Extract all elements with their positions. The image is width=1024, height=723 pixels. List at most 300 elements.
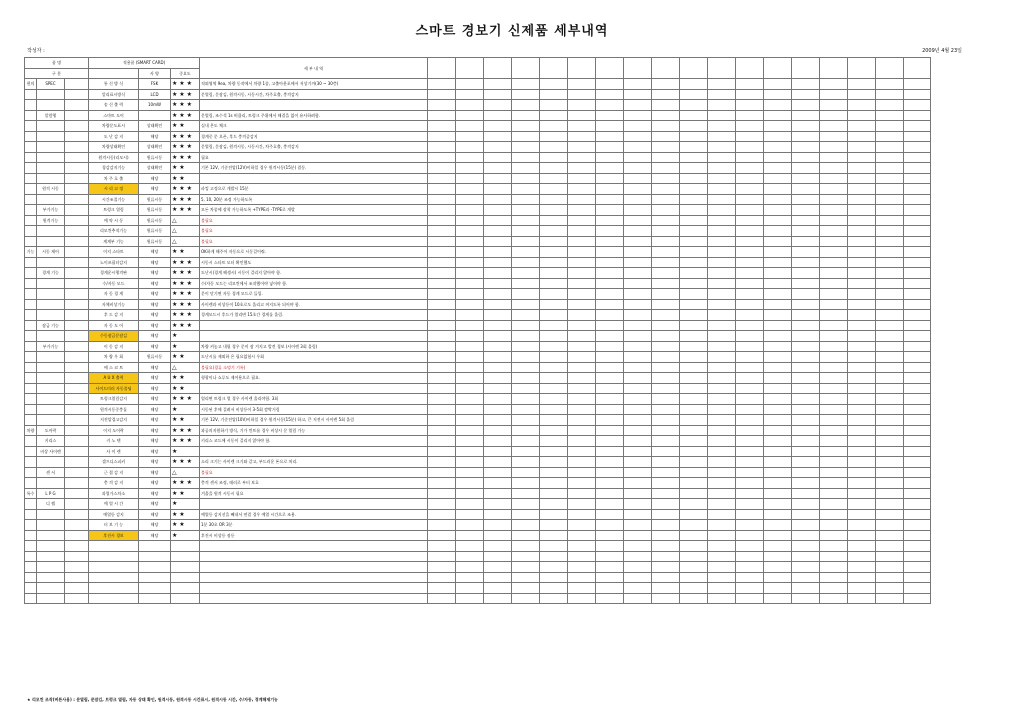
cell-stars: ★ ★ ★ bbox=[171, 205, 200, 216]
grid-cell bbox=[904, 184, 931, 195]
cell-desc bbox=[200, 173, 428, 184]
grid-cell bbox=[848, 457, 876, 468]
cell-name: 예 약 시 동 bbox=[89, 215, 139, 226]
grid-cell bbox=[596, 362, 624, 373]
cell-g2 bbox=[37, 89, 65, 100]
grid-cell bbox=[512, 383, 540, 394]
grid-cell bbox=[736, 121, 764, 132]
table-row bbox=[25, 215, 931, 226]
grid-cell bbox=[680, 583, 708, 594]
cell-g2 bbox=[37, 163, 65, 174]
cell-spec: 해당 bbox=[139, 415, 171, 426]
grid-cell bbox=[596, 415, 624, 426]
cell-spec: 원류시동 bbox=[139, 352, 171, 363]
grid-cell bbox=[428, 205, 456, 216]
cell-g2 bbox=[37, 310, 65, 321]
grid-cell bbox=[139, 551, 171, 562]
grid-cell bbox=[708, 131, 736, 142]
cell-g1 bbox=[25, 331, 37, 342]
grid-cell bbox=[624, 268, 652, 279]
grid-cell bbox=[792, 299, 820, 310]
grid-cell bbox=[904, 373, 931, 384]
grid-cell bbox=[652, 572, 680, 583]
grid-cell bbox=[876, 194, 904, 205]
cell-empty bbox=[65, 362, 89, 373]
cell-stars: ★ bbox=[171, 446, 200, 457]
grid-cell bbox=[484, 331, 512, 342]
grid-cell bbox=[428, 89, 456, 100]
grid-cell bbox=[568, 520, 596, 531]
grid-cell bbox=[624, 184, 652, 195]
cell-g1: 편의 bbox=[25, 79, 37, 90]
grid-cell bbox=[540, 278, 568, 289]
cell-stars: ★ ★ bbox=[171, 247, 200, 258]
grid-cell bbox=[820, 236, 848, 247]
cell-g2: 시동 제어 bbox=[37, 247, 65, 258]
grid-cell bbox=[848, 289, 876, 300]
grid-cell bbox=[456, 268, 484, 279]
grid-cell bbox=[764, 100, 792, 111]
grid-cell bbox=[876, 467, 904, 478]
cell-desc: 충격 센서 조정, 테러로 부터 보호 bbox=[200, 478, 428, 489]
grid-cell bbox=[792, 488, 820, 499]
grid-cell bbox=[820, 551, 848, 562]
grid-cell bbox=[764, 341, 792, 352]
grid-cell bbox=[904, 247, 931, 258]
grid-cell bbox=[652, 373, 680, 384]
grid-cell bbox=[708, 415, 736, 426]
grid-cell bbox=[820, 278, 848, 289]
grid-cell bbox=[37, 541, 65, 552]
grid-cell bbox=[904, 572, 931, 583]
grid-cell bbox=[792, 89, 820, 100]
cell-empty bbox=[65, 79, 89, 90]
grid-cell bbox=[512, 446, 540, 457]
cell-spec: 원류시동 bbox=[139, 152, 171, 163]
grid-cell bbox=[680, 572, 708, 583]
grid-cell bbox=[456, 499, 484, 510]
grid-cell bbox=[456, 289, 484, 300]
grid-cell bbox=[624, 520, 652, 531]
cell-stars: ★ ★ ★ bbox=[171, 194, 200, 205]
grid-cell bbox=[680, 163, 708, 174]
grid-cell bbox=[904, 215, 931, 226]
cell-g2 bbox=[37, 173, 65, 184]
cell-desc: 시동시 스타트 모터 확인했도 bbox=[200, 257, 428, 268]
grid-cell bbox=[736, 110, 764, 121]
cell-empty bbox=[65, 121, 89, 132]
header-details: 세 부 내 역 bbox=[200, 58, 428, 79]
grid-cell bbox=[456, 509, 484, 520]
grid-cell bbox=[484, 446, 512, 457]
grid-cell bbox=[792, 110, 820, 121]
grid-cell bbox=[876, 394, 904, 405]
grid-cell bbox=[456, 278, 484, 289]
grid-cell bbox=[736, 509, 764, 520]
cell-empty bbox=[65, 320, 89, 331]
grid-cell bbox=[428, 509, 456, 520]
grid-cell bbox=[764, 257, 792, 268]
grid-cell bbox=[596, 331, 624, 342]
grid-cell bbox=[568, 551, 596, 562]
grid-cell bbox=[171, 541, 200, 552]
grid-cell bbox=[540, 352, 568, 363]
grid-cell bbox=[540, 184, 568, 195]
grid-cell bbox=[428, 478, 456, 489]
grid-cell bbox=[680, 520, 708, 531]
grid-cell bbox=[820, 215, 848, 226]
cell-spec: FSK bbox=[139, 79, 171, 90]
cell-spec: 해당 bbox=[139, 478, 171, 489]
cell-stars: ★ ★ ★ bbox=[171, 310, 200, 321]
grid-cell bbox=[456, 352, 484, 363]
cell-desc: 수/자동 모드는 리모컨에서 조작했어야 넣어야 함. bbox=[200, 278, 428, 289]
grid-cell bbox=[680, 551, 708, 562]
grid-cell bbox=[456, 373, 484, 384]
grid-cell bbox=[792, 467, 820, 478]
grid-cell bbox=[708, 184, 736, 195]
grid-cell bbox=[736, 593, 764, 604]
grid-cell bbox=[904, 79, 931, 90]
grid-cell bbox=[456, 226, 484, 237]
grid-cell bbox=[512, 331, 540, 342]
grid-cell bbox=[428, 173, 456, 184]
grid-cell bbox=[792, 184, 820, 195]
grid-cell bbox=[792, 530, 820, 541]
grid-cell bbox=[904, 341, 931, 352]
grid-cell bbox=[512, 425, 540, 436]
grid-cell bbox=[200, 593, 428, 604]
grid-cell bbox=[596, 163, 624, 174]
cell-spec: 해당 bbox=[139, 173, 171, 184]
cell-spec: 해당 bbox=[139, 310, 171, 321]
table-row bbox=[25, 289, 931, 300]
grid-cell bbox=[596, 257, 624, 268]
grid-cell bbox=[456, 205, 484, 216]
grid-cell bbox=[428, 593, 456, 604]
grid-cell bbox=[596, 341, 624, 352]
grid-cell bbox=[484, 572, 512, 583]
grid-cell bbox=[708, 383, 736, 394]
grid-cell bbox=[596, 226, 624, 237]
grid-cell bbox=[736, 268, 764, 279]
cell-g2 bbox=[37, 404, 65, 415]
grid-cell bbox=[848, 593, 876, 604]
grid-cell bbox=[736, 583, 764, 594]
grid-cell bbox=[680, 236, 708, 247]
cell-spec: 해당 bbox=[139, 331, 171, 342]
grid-cell bbox=[484, 152, 512, 163]
grid-cell bbox=[876, 457, 904, 468]
cell-desc: 불필요 bbox=[200, 467, 428, 478]
grid-cell bbox=[792, 268, 820, 279]
cell-empty bbox=[65, 446, 89, 457]
cell-name: 시간조절기능 bbox=[89, 194, 139, 205]
cell-g1 bbox=[25, 278, 37, 289]
grid-cell bbox=[904, 362, 931, 373]
grid-cell bbox=[484, 478, 512, 489]
grid-cell bbox=[736, 562, 764, 573]
cell-g1 bbox=[25, 299, 37, 310]
grid-cell bbox=[736, 499, 764, 510]
grid-cell bbox=[568, 373, 596, 384]
grid-cell bbox=[876, 163, 904, 174]
grid-cell bbox=[456, 299, 484, 310]
cell-desc: 시동된 후에 걸려서 비상등이 3-5회 깜박거림 bbox=[200, 404, 428, 415]
cell-name: 충 격 감 지 bbox=[89, 478, 139, 489]
grid-cell bbox=[512, 341, 540, 352]
grid-cell bbox=[624, 299, 652, 310]
cell-spec: 해당 bbox=[139, 299, 171, 310]
grid-cell bbox=[708, 457, 736, 468]
cell-empty bbox=[65, 173, 89, 184]
grid-cell bbox=[624, 142, 652, 153]
cell-g1 bbox=[25, 268, 37, 279]
grid-cell bbox=[680, 257, 708, 268]
grid-cell bbox=[596, 530, 624, 541]
grid-cell bbox=[764, 373, 792, 384]
grid-cell bbox=[820, 131, 848, 142]
grid-cell bbox=[708, 331, 736, 342]
grid-cell bbox=[652, 362, 680, 373]
cell-stars: ★ ★ ★ bbox=[171, 142, 200, 153]
grid-cell bbox=[708, 299, 736, 310]
grid-cell bbox=[736, 341, 764, 352]
grid-cell bbox=[904, 352, 931, 363]
cell-g2 bbox=[37, 278, 65, 289]
header-spec: 사 양 bbox=[139, 68, 171, 79]
grid-cell bbox=[820, 373, 848, 384]
grid-cell bbox=[792, 425, 820, 436]
grid-cell bbox=[904, 236, 931, 247]
grid-cell bbox=[820, 299, 848, 310]
cell-empty bbox=[65, 289, 89, 300]
grid-cell bbox=[652, 425, 680, 436]
cell-empty bbox=[65, 499, 89, 510]
header-product: 적용품 (SMART CARD) bbox=[89, 58, 200, 69]
cell-spec: 해당 bbox=[139, 184, 171, 195]
grid-cell bbox=[624, 499, 652, 510]
grid-cell bbox=[736, 404, 764, 415]
grid-cell bbox=[456, 79, 484, 90]
grid-cell bbox=[652, 299, 680, 310]
grid-cell bbox=[624, 236, 652, 247]
grid-cell bbox=[652, 541, 680, 552]
grid-cell bbox=[876, 352, 904, 363]
grid-cell bbox=[512, 457, 540, 468]
grid-cell bbox=[848, 184, 876, 195]
grid-cell bbox=[540, 142, 568, 153]
cell-g2: L P G bbox=[37, 488, 65, 499]
grid-cell bbox=[428, 79, 456, 90]
grid-cell bbox=[876, 89, 904, 100]
grid-cell bbox=[428, 299, 456, 310]
grid-cell bbox=[820, 467, 848, 478]
table-row bbox=[25, 341, 931, 352]
cell-stars: ★ ★ ★ bbox=[171, 268, 200, 279]
grid-cell bbox=[596, 457, 624, 468]
grid-cell bbox=[876, 446, 904, 457]
grid-cell bbox=[139, 572, 171, 583]
table-row bbox=[25, 226, 931, 237]
grid-cell bbox=[876, 289, 904, 300]
cell-empty bbox=[65, 131, 89, 142]
cell-stars: ★ bbox=[171, 530, 200, 541]
grid-cell bbox=[876, 530, 904, 541]
cell-empty bbox=[65, 247, 89, 258]
grid-cell bbox=[876, 110, 904, 121]
cell-g2 bbox=[37, 331, 65, 342]
grid-cell bbox=[652, 257, 680, 268]
grid-cell bbox=[484, 257, 512, 268]
grid-cell bbox=[820, 530, 848, 541]
grid-cell bbox=[652, 436, 680, 447]
cell-stars: ★ ★ ★ bbox=[171, 436, 200, 447]
grid-cell bbox=[904, 457, 931, 468]
grid-cell bbox=[37, 562, 65, 573]
grid-cell bbox=[680, 215, 708, 226]
grid-cell bbox=[624, 478, 652, 489]
grid-cell bbox=[736, 572, 764, 583]
grid-cell bbox=[764, 436, 792, 447]
table-row bbox=[25, 79, 931, 90]
cell-empty bbox=[65, 215, 89, 226]
grid-cell bbox=[904, 205, 931, 216]
grid-cell bbox=[89, 572, 139, 583]
grid-cell bbox=[512, 236, 540, 247]
grid-cell bbox=[596, 110, 624, 121]
grid-cell bbox=[680, 436, 708, 447]
grid-cell bbox=[484, 110, 512, 121]
grid-cell bbox=[708, 373, 736, 384]
grid-cell bbox=[456, 583, 484, 594]
grid-cell bbox=[708, 583, 736, 594]
grid-cell bbox=[764, 394, 792, 405]
grid-cell bbox=[764, 121, 792, 132]
cell-g1 bbox=[25, 152, 37, 163]
cell-stars: ★ bbox=[171, 404, 200, 415]
grid-cell bbox=[568, 131, 596, 142]
grid-cell bbox=[708, 562, 736, 573]
grid-cell bbox=[568, 562, 596, 573]
grid-cell bbox=[764, 310, 792, 321]
grid-cell bbox=[456, 478, 484, 489]
grid-cell bbox=[652, 446, 680, 457]
grid-cell bbox=[708, 541, 736, 552]
grid-cell bbox=[904, 394, 931, 405]
cell-stars: ★ bbox=[171, 499, 200, 510]
cell-empty bbox=[65, 341, 89, 352]
grid-cell bbox=[540, 541, 568, 552]
grid-cell bbox=[512, 509, 540, 520]
grid-cell bbox=[540, 583, 568, 594]
cell-g2 bbox=[37, 226, 65, 237]
grid-cell bbox=[764, 541, 792, 552]
cell-name: 터 보 기 능 bbox=[89, 520, 139, 531]
grid-cell bbox=[484, 194, 512, 205]
grid-cell bbox=[540, 226, 568, 237]
cell-name: 경감감지기능 bbox=[89, 163, 139, 174]
grid-cell bbox=[171, 593, 200, 604]
grid-cell bbox=[512, 488, 540, 499]
cell-desc: 후진시 비상등 점등 bbox=[200, 530, 428, 541]
cell-empty bbox=[65, 278, 89, 289]
grid-cell bbox=[596, 478, 624, 489]
grid-cell bbox=[428, 488, 456, 499]
cell-g2 bbox=[37, 121, 65, 132]
cell-stars: ★ ★ ★ bbox=[171, 425, 200, 436]
grid-cell bbox=[540, 236, 568, 247]
blank-row bbox=[25, 572, 931, 583]
grid-cell bbox=[512, 467, 540, 478]
cell-g1: 기능 bbox=[25, 247, 37, 258]
table-row bbox=[25, 478, 931, 489]
grid-cell bbox=[624, 79, 652, 90]
cell-desc: 1분 30초 OR 3분 bbox=[200, 520, 428, 531]
cell-empty bbox=[65, 509, 89, 520]
grid-cell bbox=[624, 593, 652, 604]
grid-cell bbox=[708, 341, 736, 352]
grid-cell bbox=[792, 142, 820, 153]
grid-cell bbox=[792, 205, 820, 216]
grid-cell bbox=[680, 173, 708, 184]
grid-cell bbox=[792, 446, 820, 457]
grid-cell bbox=[568, 89, 596, 100]
cell-desc: 키리스 코드에 시동이 걸리지 않아야 함. bbox=[200, 436, 428, 447]
grid-cell bbox=[596, 583, 624, 594]
grid-cell bbox=[736, 79, 764, 90]
grid-cell bbox=[624, 205, 652, 216]
grid-cell bbox=[848, 100, 876, 111]
grid-cell bbox=[708, 89, 736, 100]
grid-cell bbox=[540, 593, 568, 604]
cell-g2: 비상 사이렌 bbox=[37, 446, 65, 457]
grid-cell bbox=[792, 163, 820, 174]
grid-cell bbox=[764, 499, 792, 510]
grid-cell bbox=[680, 131, 708, 142]
grid-cell bbox=[764, 572, 792, 583]
grid-cell bbox=[484, 562, 512, 573]
grid-cell bbox=[876, 100, 904, 111]
grid-cell bbox=[512, 152, 540, 163]
grid-cell bbox=[904, 446, 931, 457]
grid-cell bbox=[820, 446, 848, 457]
grid-cell bbox=[89, 562, 139, 573]
grid-cell bbox=[484, 520, 512, 531]
cell-g2: 도어락 bbox=[37, 425, 65, 436]
grid-cell bbox=[65, 541, 89, 552]
grid-cell bbox=[568, 404, 596, 415]
grid-cell bbox=[848, 509, 876, 520]
cell-spec: 해당 bbox=[139, 467, 171, 478]
grid-cell bbox=[904, 383, 931, 394]
grid-cell bbox=[456, 404, 484, 415]
grid-cell bbox=[652, 163, 680, 174]
grid-cell bbox=[680, 352, 708, 363]
grid-cell bbox=[428, 226, 456, 237]
grid-cell bbox=[848, 415, 876, 426]
cell-name: 후 드 감 지 bbox=[89, 310, 139, 321]
grid-cell bbox=[680, 299, 708, 310]
cell-name: 예열등 감지 bbox=[89, 509, 139, 520]
grid-cell bbox=[792, 394, 820, 405]
document-date: 2009년 4월 23일 bbox=[922, 48, 962, 54]
grid-cell bbox=[876, 215, 904, 226]
grid-cell bbox=[680, 110, 708, 121]
cell-g1 bbox=[25, 163, 37, 174]
cell-spec: 해당 bbox=[139, 341, 171, 352]
grid-cell bbox=[428, 373, 456, 384]
